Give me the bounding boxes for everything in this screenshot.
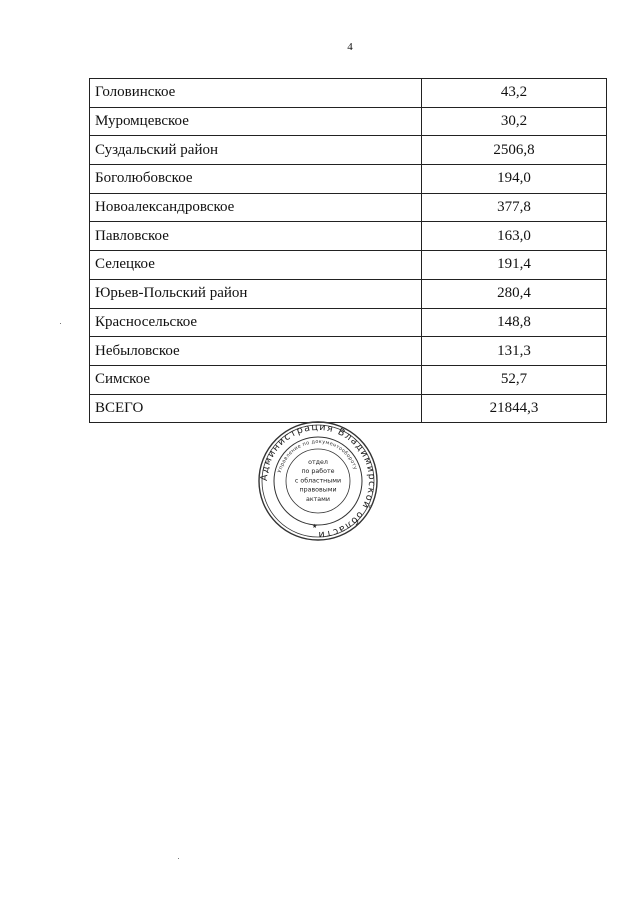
table-row [90, 222, 607, 251]
row-value-cell: 280,4 [422, 279, 607, 308]
row-name-cell: Боголюбовское [90, 165, 422, 194]
stamp-center-line: актами [305, 495, 331, 503]
data-table [89, 78, 607, 423]
table-row [90, 337, 607, 366]
stamp-center-line: с областными [294, 477, 342, 485]
table-row [90, 193, 607, 222]
official-stamp-seal [257, 420, 379, 542]
stamp-center-line: правовыми [299, 486, 337, 494]
page-number: 4 [347, 41, 353, 53]
table-row [90, 165, 607, 194]
row-value-cell: 21844,3 [422, 394, 607, 423]
row-value-cell: 30,2 [422, 107, 607, 136]
row-value-cell: 194,0 [422, 165, 607, 194]
stamp-inner-ring-text: Управление по документообороту [276, 438, 359, 474]
row-name-cell: Муромцевское [90, 107, 422, 136]
table-row [90, 79, 607, 108]
table-body [90, 79, 607, 423]
table-row [90, 107, 607, 136]
table-row [90, 394, 607, 423]
stamp-center-line: по работе [301, 468, 335, 476]
row-value-cell: 148,8 [422, 308, 607, 337]
row-name-cell: Новоалександровское [90, 193, 422, 222]
scan-speck [60, 323, 61, 324]
row-name-cell: Юрьев-Польский район [90, 279, 422, 308]
stamp-center-line: отдел [308, 459, 328, 466]
table-row [90, 251, 607, 280]
row-name-cell: ВСЕГО [90, 394, 422, 423]
row-value-cell: 43,2 [422, 79, 607, 108]
row-name-cell: Павловское [90, 222, 422, 251]
table-row [90, 136, 607, 165]
table-row [90, 365, 607, 394]
stamp-star-mark: ★ [312, 523, 318, 530]
table-row [90, 308, 607, 337]
stamp-center-text [295, 459, 341, 503]
scan-speck [178, 858, 179, 859]
row-value-cell: 377,8 [422, 193, 607, 222]
row-value-cell: 163,0 [422, 222, 607, 251]
row-value-cell: 131,3 [422, 337, 607, 366]
row-name-cell: Головинское [90, 79, 422, 108]
row-name-cell: Симское [90, 365, 422, 394]
row-name-cell: Небыловское [90, 337, 422, 366]
row-value-cell: 2506,8 [422, 136, 607, 165]
row-value-cell: 52,7 [422, 365, 607, 394]
row-name-cell: Селецкое [90, 251, 422, 280]
table-row [90, 279, 607, 308]
row-name-cell: Красносельское [90, 308, 422, 337]
row-value-cell: 191,4 [422, 251, 607, 280]
row-name-cell: Суздальский район [90, 136, 422, 165]
stamp-outer-text: Администрация Владимирской области [258, 421, 378, 541]
